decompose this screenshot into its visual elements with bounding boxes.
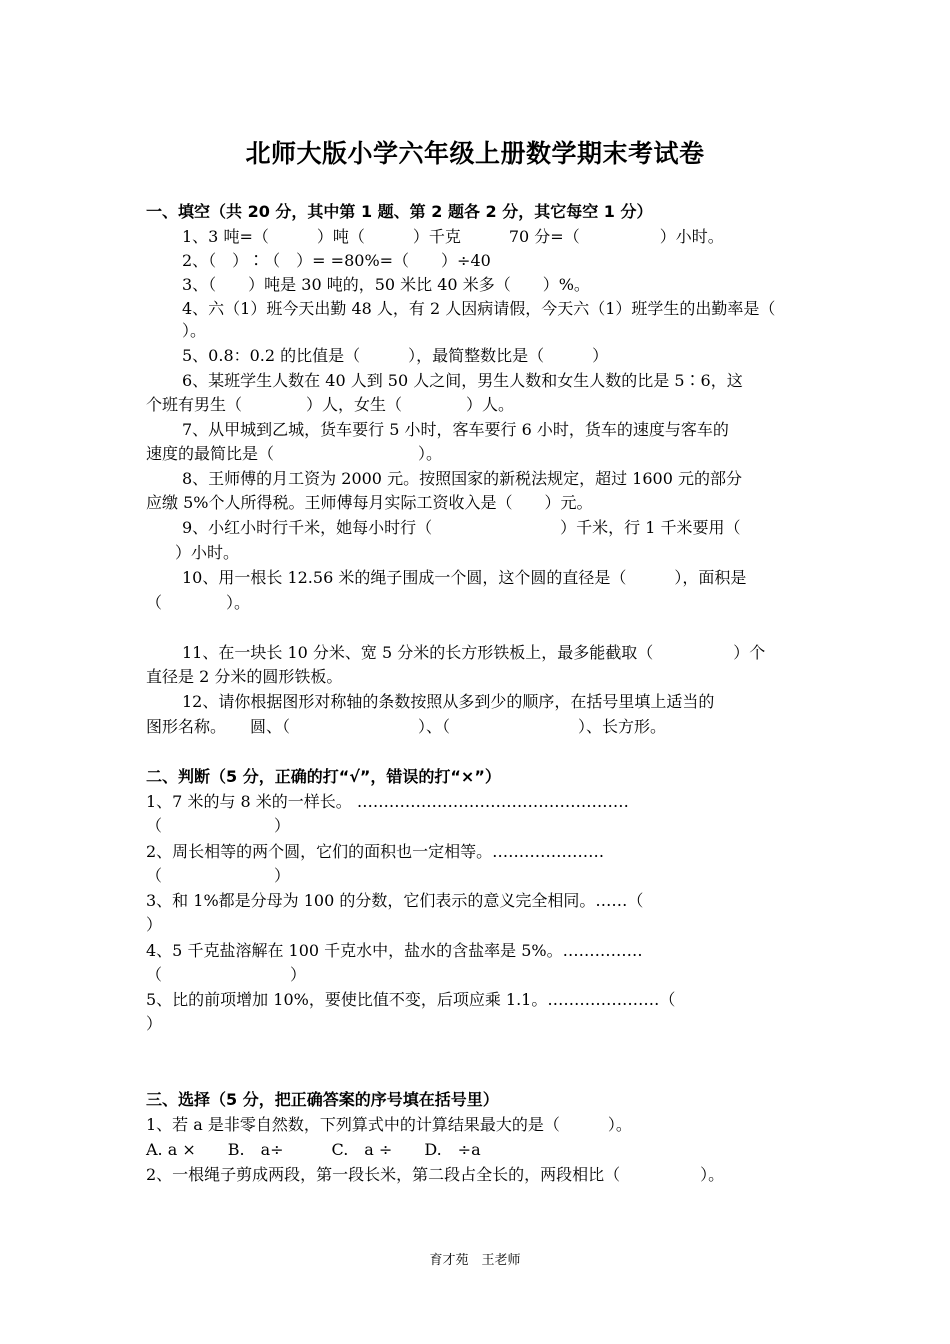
page-footer: 育才苑 王老师	[429, 1253, 521, 1268]
s2-q2-line1: 2、周长相等的两个圆，它们的面积也一定相等。…………………	[146, 842, 605, 861]
s1-q12-line1: 12、请你根据图形对称轴的条数按照从多到少的顺序，在括号里填上适当的	[182, 692, 715, 711]
s2-q5-line1: 5、比的前项增加 10%，要使比值不变，后项应乘 1.1。…………………（	[146, 990, 676, 1009]
s3-q1: 1、若 a 是非零自然数，下列算式中的计算结果最大的是（ ）。	[146, 1115, 632, 1134]
s1-q10-line1: 10、用一根长 12.56 米的绳子围成一个圆，这个圆的直径是（ ），面积是	[182, 568, 747, 587]
s2-q1-line1: 1、7 米的与 8 米的一样长。 ……………………………………………	[146, 792, 629, 811]
s1-q11-line2: 直径是 2 分米的圆形铁板。	[146, 667, 343, 686]
s2-q5-line2: ）	[146, 1014, 163, 1033]
s1-q9-line2: ）小时。	[175, 543, 240, 562]
s1-q6-line1: 6、某班学生人数在 40 人到 50 人之间，男生人数和女生人数的比是 5∶6，这	[182, 371, 743, 390]
s1-q10-line2: （ ）。	[146, 593, 251, 612]
s1-q6-line2: 个班有男生（ ）人，女生（ ）人。	[146, 395, 515, 414]
s1-q9-line1: 9、小红小时行千米，她每小时行（ ）千米，行 1 千米要用（	[182, 518, 741, 537]
s1-q1: 1、3 吨=（ ）吨（ ）千克 70 分=（ ）小时。	[182, 227, 724, 246]
section3-heading: 三、选择（5 分，把正确答案的序号填在括号里）	[146, 1090, 499, 1109]
s2-q1-line2: （ ）	[146, 816, 291, 835]
s1-q8-line2: 应缴 5%个人所得税。王师傅每月实际工资收入是（ ）元。	[146, 493, 593, 512]
s3-q1-options: A. a × B. a÷ C. a ÷ D. ÷a	[146, 1140, 481, 1159]
s1-q4-line1: 4、六（1）班今天出勤 48 人，有 2 人因病请假，今天六（1）班学生的出勤率是（	[182, 299, 776, 318]
s3-q2: 2、一根绳子剪成两段，第一段长米，第二段占全长的，两段相比（ ）。	[146, 1165, 725, 1184]
s2-q3-line1: 3、和 1%都是分母为 100 的分数，它们表示的意义完全相同。……（	[146, 891, 644, 910]
s1-q5: 5、0.8：0.2 的比值是（ ），最简整数比是（ ）	[182, 346, 609, 365]
section1-heading: 一、填空（共 20 分，其中第 1 题、第 2 题各 2 分，其它每空 1 分）	[146, 202, 653, 221]
s1-q12-line2: 图形名称。 圆、（ ）、（ ）、长方形。	[146, 717, 667, 736]
s1-q7-line1: 7、从甲城到乙城，货车要行 5 小时，客车要行 6 小时，货车的速度与客车的	[182, 420, 729, 439]
section2-heading: 二、判断（5 分，正确的打“√”，错误的打“×”）	[146, 767, 501, 786]
s1-q3: 3、（ ）吨是 30 吨的，50 米比 40 米多（ ）%。	[182, 275, 590, 294]
page-title: 北师大版小学六年级上册数学期末考试卷	[245, 139, 705, 168]
s2-q4-line2: （ ）	[146, 965, 307, 984]
s1-q4-line2: ）。	[182, 321, 207, 340]
s2-q4-line1: 4、5 千克盐溶解在 100 千克水中，盐水的含盐率是 5%。……………	[146, 941, 643, 960]
s1-q11-line1: 11、在一块长 10 分米、宽 5 分米的长方形铁板上，最多能截取（ ）个	[182, 643, 766, 662]
s1-q8-line1: 8、王师傅的月工资为 2000 元。按照国家的新税法规定，超过 1600 元的部分	[182, 469, 742, 488]
s2-q3-line2: ）	[146, 915, 163, 934]
s1-q7-line2: 速度的最简比是（ ）。	[146, 444, 443, 463]
s2-q2-line2: （ ）	[146, 866, 291, 885]
s1-q2: 2、（ ）∶（ ）= =80%=（ ）÷40	[182, 251, 491, 270]
